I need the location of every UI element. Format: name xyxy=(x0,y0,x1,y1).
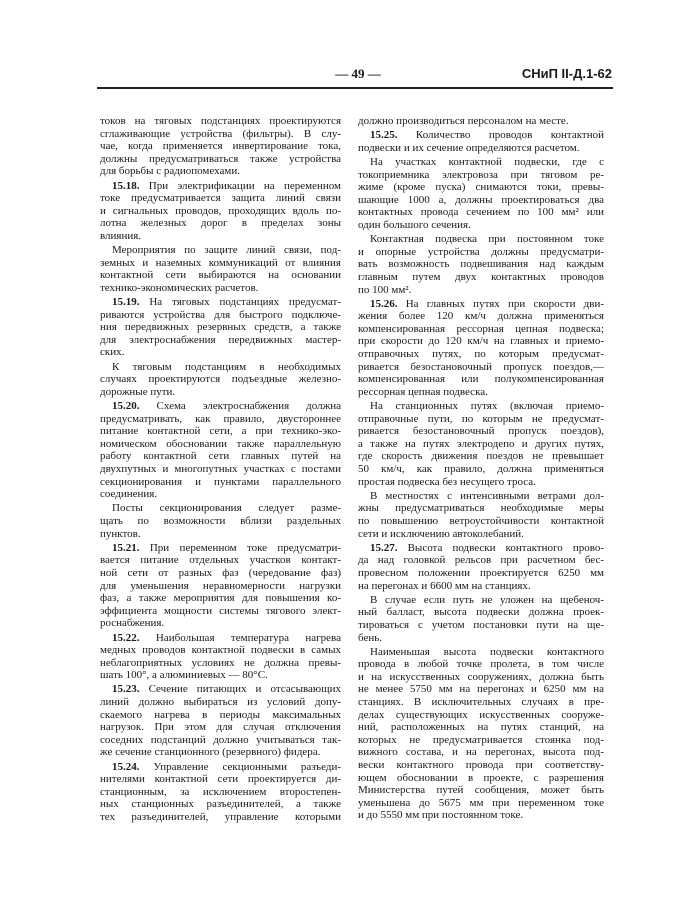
text-line: должны предусматриваться также устройства xyxy=(100,152,341,165)
text-line: на перегонах и 6600 мм на станциях. xyxy=(358,579,531,592)
text-line: случаях проектируются подъездные железно- xyxy=(100,373,341,386)
clause-paragraph xyxy=(358,298,604,399)
text-line: На участках контактной подвески, где с xyxy=(370,155,604,168)
clause-paragraph xyxy=(100,683,341,759)
clause-paragraph xyxy=(100,180,341,243)
clause-number: 15.19. xyxy=(112,296,140,309)
text-line: провода в любой точке пролета, в том числе xyxy=(358,658,604,671)
clause-number: 15.18. xyxy=(112,179,140,192)
clause-number: 15.24. xyxy=(112,760,140,773)
paragraph xyxy=(358,594,604,644)
line-text: На главных путях при скорости дви- xyxy=(397,297,604,310)
text-line: технико-экономических расчетов. xyxy=(100,281,259,294)
clause-number: 15.21. xyxy=(112,541,140,554)
text-line: дорожные пути. xyxy=(100,385,176,398)
text-line: На станционных путях (включая приемо- xyxy=(370,400,604,413)
clause-paragraph xyxy=(358,542,604,592)
text-line: нителями контактной сети проектируется ди- xyxy=(100,773,341,786)
text-line: по повышению ветроустойчивости контактной xyxy=(358,514,604,527)
text-line: Мероприятия по защите линий связи, под- xyxy=(112,244,341,257)
text-line: 50 км/ч, как правило, должна применяться xyxy=(358,463,604,475)
left-column xyxy=(100,115,341,825)
paragraph xyxy=(358,490,604,540)
text-line xyxy=(100,761,341,774)
text-line: а также на путях электродепо и других путях, xyxy=(358,437,604,450)
text-line: бень. xyxy=(358,631,382,644)
text-line xyxy=(100,180,341,193)
clause-paragraph xyxy=(100,761,341,824)
text-line xyxy=(100,632,341,645)
line-text: Высота подвески контактного прово- xyxy=(397,541,604,554)
line-text: Управление секционными разъеди- xyxy=(139,760,341,773)
text-line: лотна железных дорог в пределах зоны xyxy=(100,217,341,230)
text-line: роснабжения. xyxy=(100,617,165,630)
text-line: для уменьшения неравномерности нагрузки xyxy=(100,579,341,592)
text-line: отправочных путях, по которым предусмат- xyxy=(358,348,604,361)
clause-number: 15.27. xyxy=(370,541,398,554)
text-line: Министерства путей сообщения, может быть xyxy=(358,784,604,797)
clause-paragraph xyxy=(358,129,604,154)
line-text: При электрификации на переменном xyxy=(139,179,341,192)
text-line: для электроснабжения передвижных мастер- xyxy=(100,333,341,346)
paragraph xyxy=(100,361,341,399)
text-line xyxy=(100,296,341,309)
text-line: шающие 1000 а, должны проектироваться два xyxy=(358,193,604,206)
text-line: компенсированная или полукомпенсированная xyxy=(358,373,604,386)
text-line: где скорость движения поездов не превышает xyxy=(358,450,604,463)
right-column xyxy=(358,115,604,824)
text-line: пунктов. xyxy=(100,527,141,540)
clause-number: 15.22. xyxy=(112,631,140,644)
text-line: простая подвеска без несущего троса. xyxy=(358,475,536,488)
text-line: соединения. xyxy=(100,488,158,501)
text-line: станционным, за исключением второстепен- xyxy=(100,785,341,798)
text-line xyxy=(100,683,341,696)
text-line: предусматривать, как правило, двустороннее xyxy=(100,412,341,425)
text-line: линий должно выбираться из условий допу- xyxy=(100,696,341,709)
clause-number: 15.20. xyxy=(112,400,140,413)
text-line: чае, когда применяется инвертирование тока, xyxy=(100,140,341,153)
line-text: При переменном токе предусматри- xyxy=(139,541,341,554)
text-line: вается питание отдельных участков контакт- xyxy=(100,554,341,567)
text-line: отправочные пути, по которым не предусмат- xyxy=(358,412,604,425)
paragraph xyxy=(358,400,604,488)
text-line: шать 100°, а алюминиевых — 80°С. xyxy=(100,669,268,682)
clause-paragraph xyxy=(100,296,341,359)
text-line: делах существующих искусственных сооруже- xyxy=(358,708,604,721)
text-line: да над головкой рельсов при расчетном бес- xyxy=(358,554,604,567)
text-line: рессорная цепная подвеска. xyxy=(358,385,488,398)
text-line: провесном положении проектируется 6250 мм xyxy=(358,566,604,579)
text-line: контактных провода сечением по 100 мм² или xyxy=(358,206,604,219)
text-line: Посты секционирования следует разме- xyxy=(112,502,341,515)
text-line: фаз, а также мероприятия для повышения ко- xyxy=(100,592,341,605)
line-text: Наибольшая температура нагрева xyxy=(139,631,341,644)
text-line: ных станционных разъединителей, а также xyxy=(100,798,341,811)
text-line: ривается безостановочный пропуск поездов), xyxy=(358,425,604,438)
text-line: Наименьшая высота подвески контактного xyxy=(370,645,604,658)
text-line: медных проводов контактной подвески в самых xyxy=(100,644,341,657)
text-line: жны предусматриваться необходимые меры xyxy=(358,502,604,515)
text-line: токоприемника электровоза при тяговом ре- xyxy=(358,168,604,181)
line-text: Количество проводов контактной xyxy=(397,129,604,142)
clause-number: 15.23. xyxy=(112,683,140,696)
text-line xyxy=(358,542,604,555)
clause-paragraph xyxy=(100,542,341,630)
text-line: сети и исключению автоколебаний. xyxy=(358,527,524,540)
paragraph xyxy=(358,233,604,296)
text-line: тироваться с учетом постановки пути на ще- xyxy=(358,618,604,631)
text-line: и на искусственных сооружениях, должна быть xyxy=(358,670,604,683)
text-line: один большого сечения. xyxy=(358,218,471,231)
text-line: К тяговым подстанциям в необходимых xyxy=(112,360,341,373)
text-line: эффициента мощности системы тягового элект- xyxy=(100,604,341,617)
text-line: секционирования и пунктами параллельного xyxy=(100,475,341,488)
text-line: работу контактной сети главных путей на xyxy=(100,450,341,463)
text-line: сглаживающие устройства (фильтры). В слу- xyxy=(100,127,341,140)
clause-paragraph xyxy=(100,400,341,501)
text-line: Контактная подвеска при постоянном токе xyxy=(370,233,604,246)
text-line: контактной сети выбираются на основании xyxy=(100,269,341,282)
text-line: нагрузок. При этом для случая отключения xyxy=(100,721,341,734)
text-line: ний, расположенных на путях станций, на xyxy=(358,721,604,734)
text-line: токов на тяговых подстанциях проектируются xyxy=(100,115,341,127)
text-line: тех разъединителей, управление которыми xyxy=(100,811,341,823)
text-line: жиме (кроме пуска) снимаются токи, превы- xyxy=(358,181,604,194)
text-line: номическом обосновании также параллельную xyxy=(100,437,341,450)
text-line: ющем обосновании в проекте, с разрешения xyxy=(358,771,604,784)
text-line: щать по возможности вблизи раздельных xyxy=(100,514,341,527)
text-line: вижного состава, и на перегонах, высота под- xyxy=(358,746,604,759)
text-line: не менее 5750 мм на перегонах и 6250 мм на xyxy=(358,683,604,696)
text-line xyxy=(358,129,604,142)
text-line: и опорные устройства должны предусматри- xyxy=(358,245,604,258)
text-line xyxy=(100,542,341,555)
clause-number: 15.25. xyxy=(370,129,398,142)
text-line: влияния. xyxy=(100,229,142,242)
text-line: земных и наземных коммуникаций от влияния xyxy=(100,256,341,269)
document-code: СНиП II-Д.1-62 xyxy=(521,66,612,81)
text-line: и сигнальных проводов, проходящих вдоль по- xyxy=(100,204,341,217)
paragraph xyxy=(358,156,604,232)
text-line: двухпутных и многопутных участках с постами xyxy=(100,463,341,475)
line-text: Схема электроснабжения должна xyxy=(139,400,341,413)
text-line: скаемого нагрева в периоды максимальных xyxy=(100,708,341,721)
line-text: Сечение питающих и отсасывающих xyxy=(139,683,341,696)
line-text: На тяговых подстанциях предусмат- xyxy=(139,296,341,309)
text-line: неблагоприятных условиях не должна превы- xyxy=(100,656,341,669)
text-line: уменьшена до 5675 мм при переменном токе xyxy=(358,796,604,809)
text-line: же сечение станционного (резервного) фидера. xyxy=(100,746,321,759)
text-line: и до 5550 мм при постоянном токе. xyxy=(358,809,524,822)
text-line: которых не предусматривается стоянка под- xyxy=(358,733,604,746)
text-line: ривается безостановочный пропуск поездов,— xyxy=(358,360,604,373)
text-line: подвески и их сечение определяются расчетом. xyxy=(358,141,580,154)
paragraph xyxy=(358,115,604,128)
clause-number: 15.26. xyxy=(370,297,398,310)
text-line xyxy=(100,400,341,413)
text-line: ной сети от разных фаз (чередование фаз) xyxy=(100,566,341,579)
paragraph xyxy=(358,646,604,822)
paragraph xyxy=(100,244,341,294)
header-rule xyxy=(97,87,613,89)
text-line: вать возможность подвешивания над каждым xyxy=(358,258,604,271)
text-line: при скорости до 120 км/ч на главных и приемо- xyxy=(358,335,604,348)
text-line: соседних подстанций должно учитываться так- xyxy=(100,733,341,746)
text-line: по 100 мм². xyxy=(358,283,412,296)
text-line: главным путем двух контактных проводов xyxy=(358,270,604,283)
text-line: для борьбы с радиопомехами. xyxy=(100,165,240,178)
text-line: ских. xyxy=(100,346,125,359)
text-line: токе предусматривается защита линий связи xyxy=(100,192,341,205)
text-line: жения более 120 км/ч должна применяться xyxy=(358,310,604,323)
text-line: ный балласт, высота подвески должна проек- xyxy=(358,606,604,619)
text-line: станциях. В исключительных случаях в пре- xyxy=(358,696,604,709)
text-line: питание контактной сети, а при технико-эко- xyxy=(100,425,341,438)
text-line: должно производиться персоналом на месте. xyxy=(358,115,569,127)
text-line: риваются устройства для быстрого подключе- xyxy=(100,308,341,321)
paragraph xyxy=(100,502,341,540)
text-line: В случае если путь не уложен на щебеноч- xyxy=(370,593,604,606)
text-line: ния передвижных резервных средств, а также xyxy=(100,321,341,334)
text-line: вески контактного провода при соответству- xyxy=(358,759,604,772)
text-line: В местностях с интенсивными ветрами дол- xyxy=(370,489,604,502)
text-line: компенсированная рессорная цепная подвеска; xyxy=(358,322,604,335)
text-line xyxy=(358,298,604,311)
paragraph xyxy=(100,115,341,178)
clause-paragraph xyxy=(100,632,341,682)
page-number: — 49 — xyxy=(335,66,381,81)
